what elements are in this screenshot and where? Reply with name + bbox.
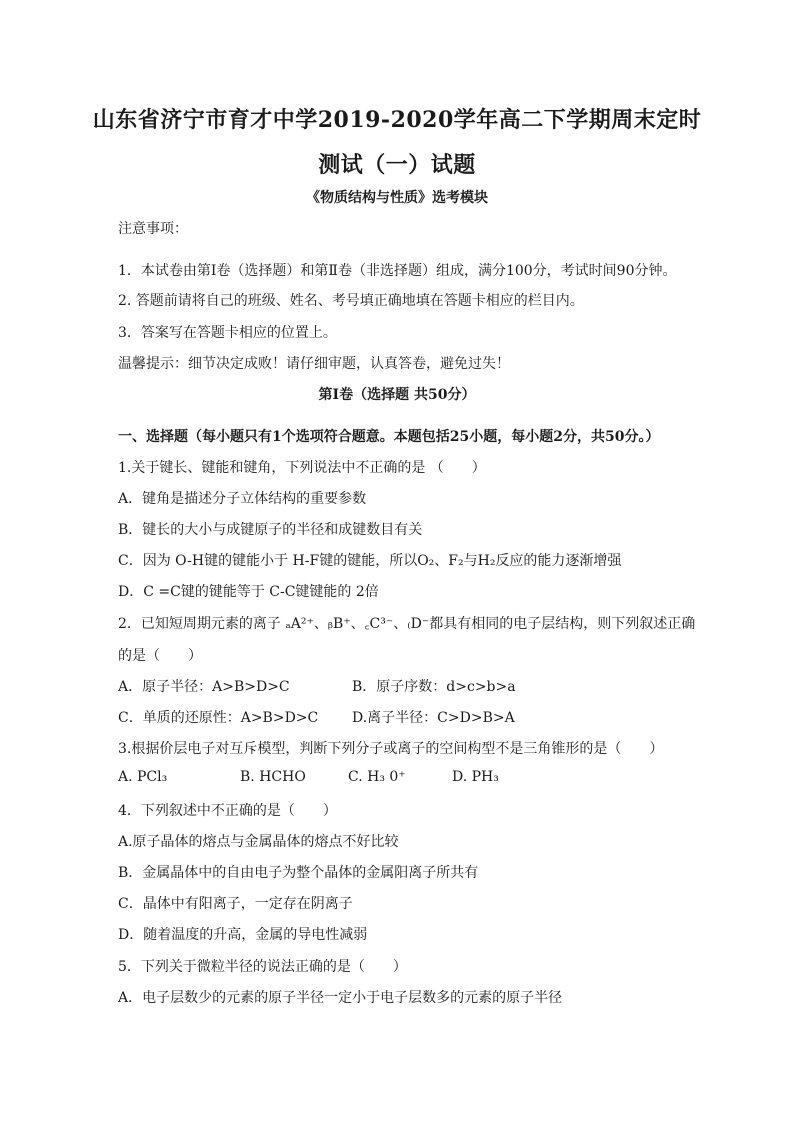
- exam-title-line2: 测试（一）试题: [318, 152, 476, 178]
- q2-stem-line2: 的是（ ）: [118, 648, 202, 664]
- q1-option-c: C．因为 O-H键的键能小于 H-F键的键能，所以O₂、F₂与H₂反应的能力逐渐增强: [118, 553, 622, 569]
- q3-option-c: C. H₃ 0⁺: [348, 769, 406, 785]
- q4-option-b: B．金属晶体中的自由电子为整个晶体的金属阳离子所共有: [118, 865, 479, 881]
- q1-stem: 1.关于键长、键能和键角，下列说法中不正确的是 （ ）: [118, 460, 486, 476]
- part-title: 一、选择题（每小题只有1个选项符合题意。本题包括25小题，每小题2分，共50分。）: [118, 429, 660, 445]
- q4-option-d: D．随着温度的升高，金属的导电性减弱: [118, 927, 368, 943]
- q2-option-a: A．原子半径：A>B>D>C: [118, 679, 290, 695]
- notice-item-2: 2. 答题前请将自己的班级、姓名、考号填正确地填在答题卡相应的栏目内。: [118, 293, 584, 309]
- q3-option-a: A. PCl₃: [118, 769, 168, 785]
- q5-option-a: A．电子层数少的元素的原子半径一定小于电子层数多的元素的原子半径: [118, 990, 563, 1006]
- notice-item-1: 1．本试卷由第Ⅰ卷（选择题）和第Ⅱ卷（非选择题）组成，满分100分，考试时间90分钟。: [118, 263, 677, 279]
- q1-option-d: D．C =C键的键能等于 C-C键键能的 2倍: [118, 584, 379, 600]
- q3-stem: 3.根据价层电子对互斥模型，判断下列分子或离子的空间构型不是三角锥形的是（ ）: [118, 741, 664, 757]
- notice-item-3: 3．答案写在答题卡相应的位置上。: [118, 325, 337, 341]
- module-subtitle: 《物质结构与性质》选考模块: [306, 190, 488, 206]
- q3-option-d: D. PH₃: [452, 769, 499, 785]
- q4-stem: 4．下列叙述中不正确的是（ ）: [118, 803, 337, 819]
- notice-tip: 温馨提示：细节决定成败！请仔细审题，认真答卷，避免过失！: [118, 356, 510, 372]
- q3-option-b: B. HCHO: [240, 769, 306, 785]
- exam-title-line1: 山东省济宁市育才中学2019-2020学年高二下学期周末定时: [92, 107, 702, 133]
- q2-stem-line1: 2．已知短周期元素的离子 ₐA²⁺、ᵦB⁺、꜀C³⁻、₍D⁻都具有相同的电子层结构，则下列叙述正确: [118, 616, 696, 632]
- q1-option-a: A．键角是描述分子立体结构的重要参数: [118, 491, 367, 507]
- q5-stem: 5．下列关于微粒半径的说法正确的是（ ）: [118, 959, 407, 975]
- q4-option-a: A.原子晶体的熔点与金属晶体的熔点不好比较: [118, 834, 399, 850]
- notice-heading: 注意事项：: [118, 221, 188, 237]
- q2-option-c: C．单质的还原性：A>B>D>C: [118, 710, 319, 726]
- q2-option-b: B．原子序数：d>c>b>a: [352, 679, 516, 695]
- section-heading: 第Ⅰ卷（选择题 共50分）: [318, 387, 476, 403]
- q2-option-d: D.离子半径：C>D>B>A: [352, 710, 515, 726]
- q4-option-c: C．晶体中有阳离子，一定存在阴离子: [118, 896, 353, 912]
- q1-option-b: B．键长的大小与成键原子的半径和成键数目有关: [118, 522, 423, 538]
